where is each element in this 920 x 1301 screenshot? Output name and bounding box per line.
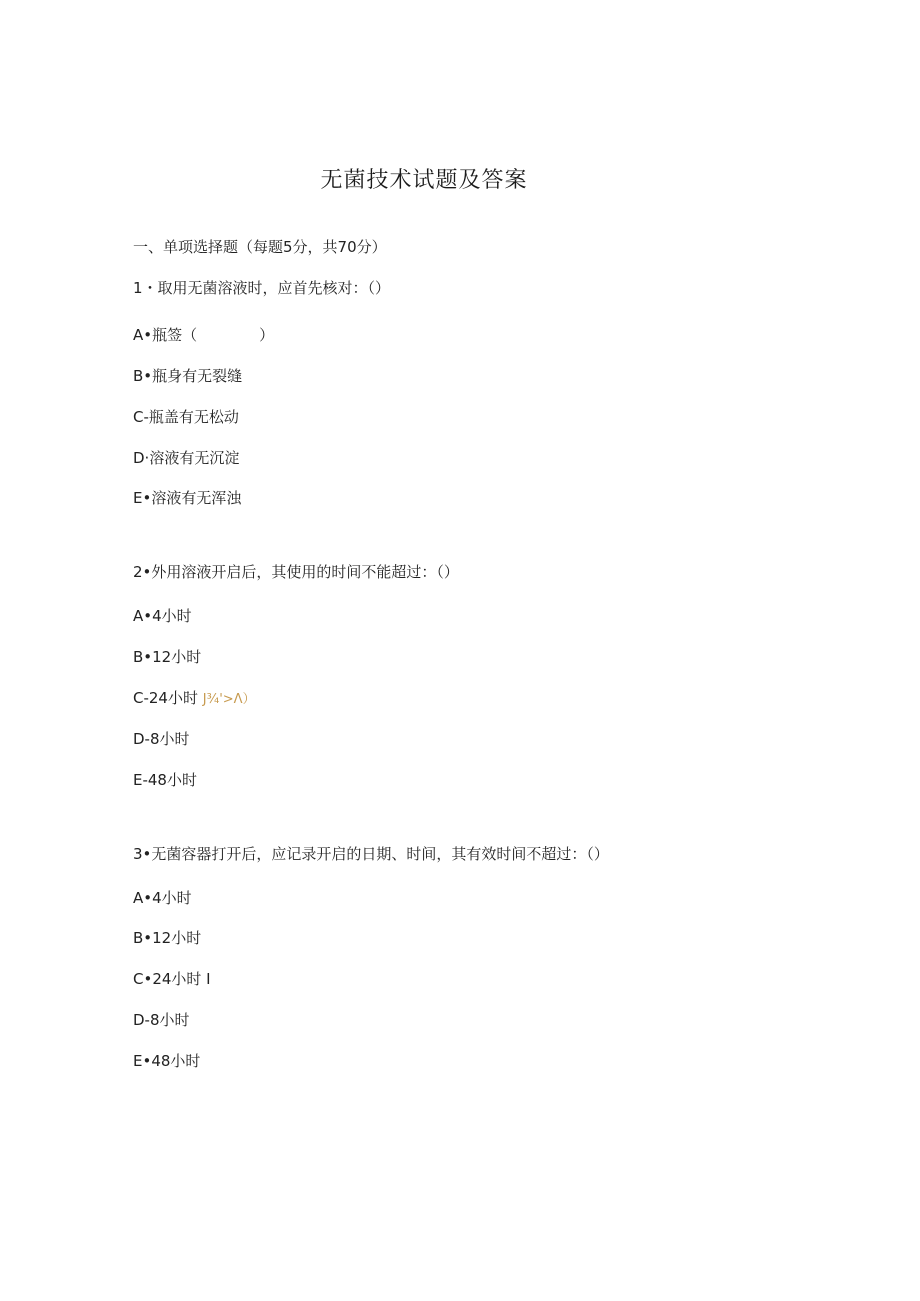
question-3-option-e: E•48小时 xyxy=(133,1052,201,1070)
question-3-option-b: B•12小时 xyxy=(133,929,202,947)
question-1-option-c: C-瓶盖有无松动 xyxy=(133,408,239,426)
question-1-option-e: E•溶液有无浑浊 xyxy=(133,489,242,507)
question-2-option-c-note: J¾'>Λ） xyxy=(202,692,256,707)
section-heading: 一、单项选择题（每题5分，共70分） xyxy=(133,238,387,256)
question-2-option-c xyxy=(133,688,256,710)
question-2-option-a: A•4小时 xyxy=(133,607,192,625)
question-3-option-a: A•4小时 xyxy=(133,889,192,907)
question-1-option-b: B•瓶身有无裂缝 xyxy=(133,367,243,385)
question-2-option-b: B•12小时 xyxy=(133,648,202,666)
question-1-option-a: A•瓶签（ ） xyxy=(133,326,275,344)
question-3-option-c: C•24小时 I xyxy=(133,970,211,988)
page-title: 无菌技术试题及答案 xyxy=(320,168,528,193)
question-1-option-d: D·溶液有无沉淀 xyxy=(133,449,240,467)
question-2-option-e: E-48小时 xyxy=(133,771,197,789)
question-2-option-d: D-8小时 xyxy=(133,730,190,748)
question-1-stem: 1・取用无菌溶液时，应首先核对：（） xyxy=(133,279,391,297)
question-3-stem: 3•无菌容器打开后，应记录开启的日期、时间，其有效时间不超过：（） xyxy=(133,845,609,863)
question-2-stem: 2•外用溶液开启后，其使用的时间不能超过：（） xyxy=(133,563,459,581)
question-3-option-d: D-8小时 xyxy=(133,1011,190,1029)
question-2-option-c-label: C-24小时 xyxy=(133,689,198,707)
